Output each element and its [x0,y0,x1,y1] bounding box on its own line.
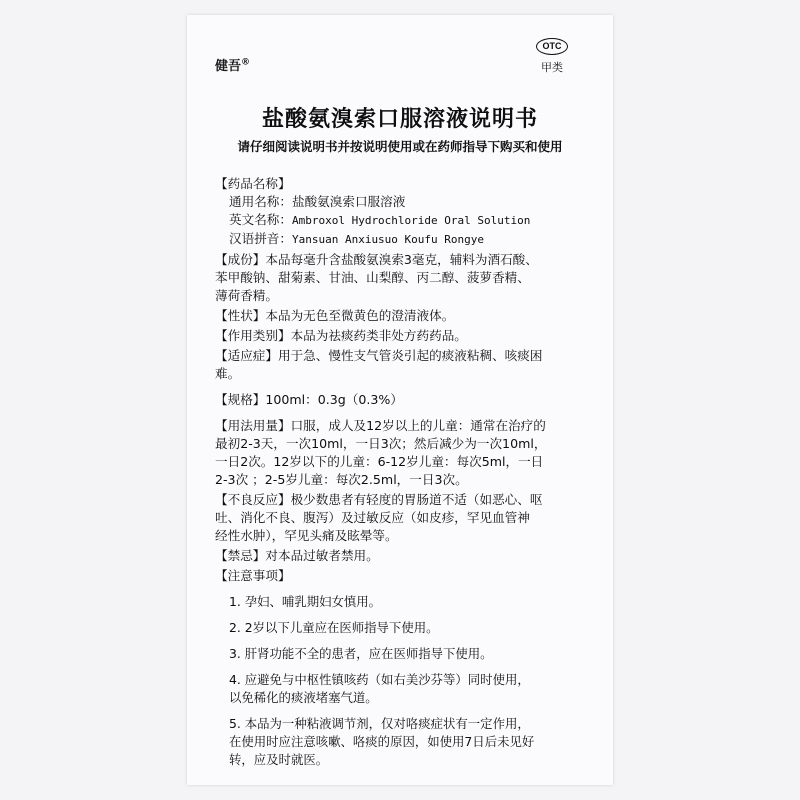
precaution-item [215,715,593,769]
precaution-line: 以免稀化的痰液堵塞气道。 [229,690,378,705]
section-heading: 【成份】 [215,252,266,267]
page-subtitle: 请仔细阅读说明书并按说明使用或在药师指导下购买和使用 [237,139,563,154]
leaflet-body [215,175,593,771]
precaution-item [215,645,593,663]
dosage-line: 一日2次。12岁以下的儿童：6-12岁儿童：每次5ml，一日 [215,454,544,469]
contraindication-text: 对本品过敏者禁用。 [265,548,379,563]
dosage-line: 最初2-3天，一次10ml，一日3次；然后减少为一次10ml， [215,436,547,451]
indication-line [215,347,593,365]
section-heading: 【不良反应】 [215,492,291,507]
english-name-label: 英文名称： [229,212,292,227]
precaution-item [215,619,593,637]
specification-line [215,391,593,409]
composition-line [215,251,593,269]
section-heading: 【作用类别】 [215,328,291,343]
precaution-line: 在使用时应注意咳嗽、咯痰的原因，如使用7日后未见好 [229,734,535,749]
specification-text: 100ml：0.3g（0.3%） [265,392,403,407]
precaution-line: 4. 应避免与中枢性镇咳药（如右美沙芬等）同时使用， [229,672,530,687]
leaflet-sheet [187,15,613,785]
otc-mark [535,38,569,75]
page-title: 盐酸氨溴索口服溶液说明书 [261,107,538,132]
precaution-line: 转，应及时就医。 [229,752,329,767]
english-name-value: Ambroxol Hydrochloride Oral Solution [291,214,531,227]
section-composition [215,251,593,305]
section-heading: 【注意事项】 [215,568,291,583]
dosage-line: 2-3次 ；2-5岁儿童：每次2.5ml，一日3次。 [215,472,468,487]
section-category [215,327,593,345]
section-specification [215,391,593,409]
precaution-line: 5. 本品为一种粘液调节剂，仅对咯痰症状有一定作用， [229,716,530,731]
character-line [215,307,593,325]
brand-name: 健吾 [215,59,242,74]
dosage-line [215,417,593,435]
category-text: 本品为祛痰药类非处方药药品。 [290,328,467,343]
adverse-line [215,491,593,509]
composition-text: 本品每毫升含盐酸氨溴索3毫克，辅料为酒石酸、 [265,252,538,267]
adverse-text: 极少数患者有轻度的胃肠道不适（如恶心、呕 [290,492,543,507]
brand-logo [215,55,250,74]
indication-line: 难。 [215,366,241,381]
precaution-item [215,593,593,611]
section-precautions [215,567,593,769]
adverse-line: 经性水肿），罕见头痛及眩晕等。 [215,528,398,543]
dosage-text: 口服，成人及12岁以上的儿童：通常在治疗的 [290,418,546,433]
section-dosage [215,417,593,489]
section-heading: 【适应症】 [215,348,278,363]
section-heading: 【禁忌】 [215,548,266,563]
pinyin-name [215,230,593,249]
otc-badge: OTC [536,38,568,55]
otc-class-label: 甲类 [541,61,563,74]
section-contraindication [215,547,593,565]
english-name [215,211,593,230]
precaution-item [215,671,593,707]
contraindication-line [215,547,593,565]
precaution-line: 2. 2岁以下儿童应在医师指导下使用。 [229,620,439,635]
composition-line: 薄荷香精。 [215,288,278,303]
section-heading: 【规格】 [215,392,266,407]
indication-text: 用于急、慢性支气管炎引起的痰液粘稠、咳痰困 [277,348,543,363]
section-drug-name [215,175,593,249]
section-heading: 【药品名称】 [215,176,291,191]
generic-name: 通用名称：盐酸氨溴索口服溶液 [229,194,406,209]
section-indication [215,347,593,383]
pinyin-name-value: Yansuan Anxiusuo Koufu Rongye [291,233,485,246]
pinyin-name-label: 汉语拼音： [229,231,292,246]
precaution-line: 1. 孕妇、哺乳期妇女慎用。 [229,594,382,609]
section-heading: 【性状】 [215,308,266,323]
section-character [215,307,593,325]
character-text: 本品为无色至微黄色的澄清液体。 [265,308,455,323]
section-heading: 【用法用量】 [215,418,291,433]
precaution-line: 3. 肝肾功能不全的患者，应在医师指导下使用。 [229,646,493,661]
section-adverse-reactions [215,491,593,545]
registered-mark: ® [241,57,251,68]
composition-line: 苯甲酸钠、甜菊素、甘油、山梨醇、丙二醇、菠萝香精、 [215,270,530,285]
category-line [215,327,593,345]
adverse-line: 吐、消化不良、腹泻）及过敏反应（如皮疹，罕见血管神 [215,510,530,525]
